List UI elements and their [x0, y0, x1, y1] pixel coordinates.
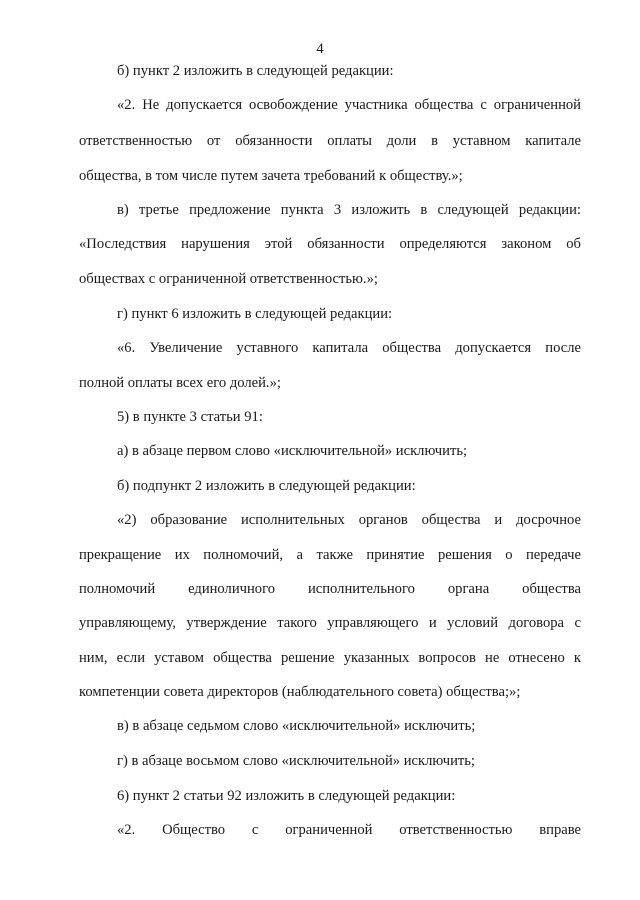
text-line: «Последствия нарушения этой обязанности определяются законом об	[79, 236, 581, 252]
text-line: 5) в пункте 3 статьи 91:	[117, 409, 263, 425]
text-line: г) пункт 6 изложить в следующей редакции:	[117, 306, 393, 322]
text-line: полномочий единоличного исполнительного органа общества	[79, 581, 581, 597]
page-number: 4	[316, 41, 324, 57]
text-line: обществах с ограниченной ответственностью.»;	[79, 271, 378, 287]
text-line: «2. Общество с ограниченной ответственностью вправе	[117, 822, 581, 838]
text-line: компетенции совета директоров (наблюдательного совета) общества;»;	[79, 684, 521, 700]
text-line: а) в абзаце первом слово «исключительной» исключить;	[117, 443, 468, 459]
text-line: «2. Не допускается освобождение участника общества с ограниченной	[117, 97, 581, 113]
text-line: б) подпункт 2 изложить в следующей редакции:	[117, 478, 416, 494]
text-line: «2) образование исполнительных органов общества и досрочное	[117, 512, 581, 528]
text-line: управляющему, утверждение такого управляющего и условий договора с	[79, 615, 581, 631]
text-line: прекращение их полномочий, а также принятие решения о передаче	[79, 547, 581, 563]
text-line: ответственностью от обязанности оплаты доли в уставном капитале	[79, 133, 581, 149]
text-line: в) в абзаце седьмом слово «исключительной» исключить;	[117, 718, 476, 734]
text-line: ним, если уставом общества решение указанных вопросов не отнесено к	[79, 650, 581, 666]
text-line: г) в абзаце восьмом слово «исключительной» исключить;	[117, 753, 475, 769]
text-line: полной оплаты всех его долей.»;	[79, 375, 281, 391]
text-line: «6. Увеличение уставного капитала общества допускается после	[117, 340, 581, 356]
text-line: б) пункт 2 изложить в следующей редакции:	[117, 63, 394, 79]
text-line: в) третье предложение пункта 3 изложить в следующей редакции:	[117, 202, 581, 218]
text-line: 6) пункт 2 статьи 92 изложить в следующей редакции:	[117, 788, 456, 804]
text-line: общества, в том числе путем зачета требований к обществу.»;	[79, 168, 463, 184]
